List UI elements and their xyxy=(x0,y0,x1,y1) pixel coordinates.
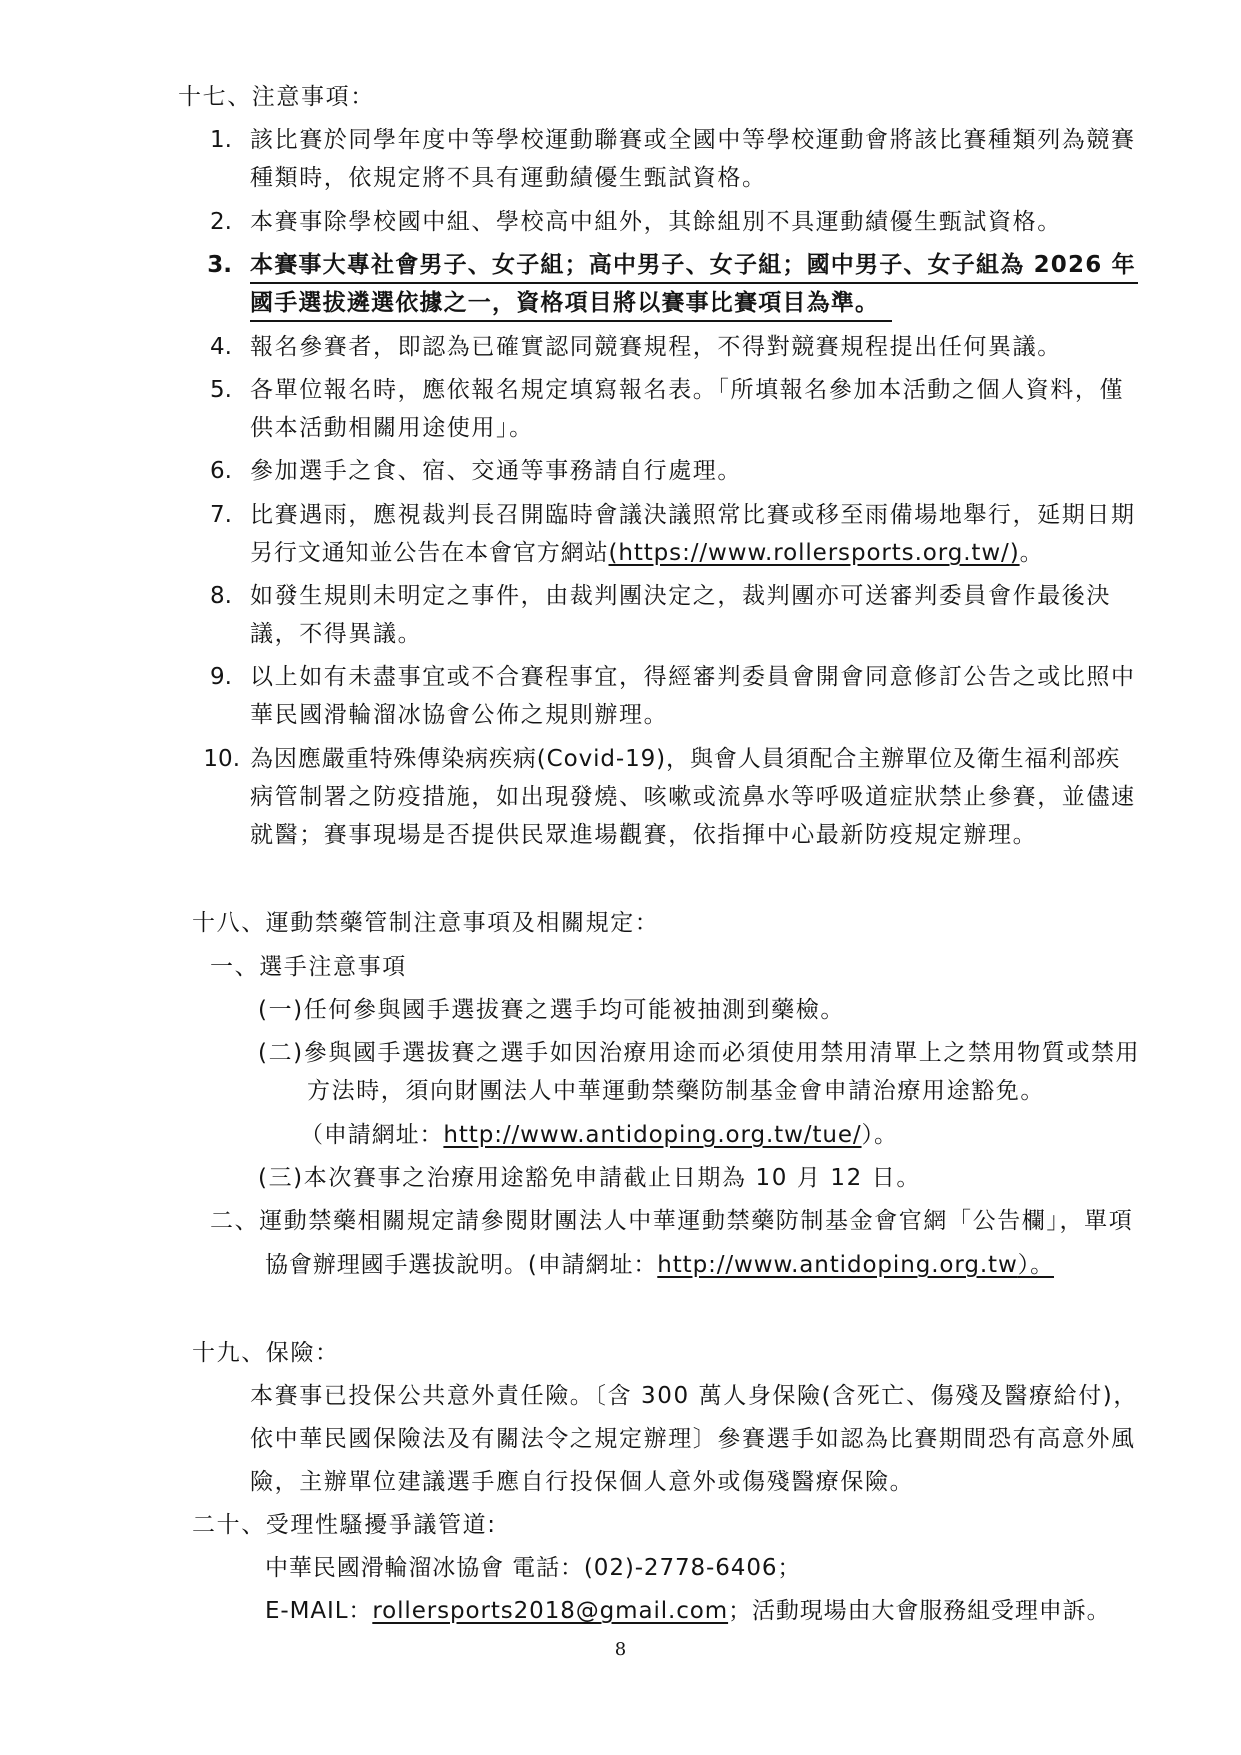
list-item-text: 協會辦理國手選拔說明。(申請網址：http://www.antidoping.org.tw）。 xyxy=(265,1252,1054,1278)
list-item-text: 報名參賽者，即認為已確實認同競賽規程，不得對競賽規程提出任何異議。 xyxy=(250,334,1062,360)
list-item-text: 另行文通知並公告在本會官方網站(https://www.rollersports.org.tw/)。 xyxy=(250,540,1044,566)
paragraph-line: 依中華民國保險法及有關法令之規定辦理〕參賽選手如認為比賽期間恐有高意外風 xyxy=(250,1426,1136,1452)
section-18-heading: 十八、運動禁藥管制注意事項及相關規定： xyxy=(192,910,660,936)
qualification-notice-line: 國手選拔遴選依據之一，資格項目將以賽事比賽項目為準。 xyxy=(250,290,880,316)
list-item-text: 該比賽於同學年度中等學校運動聯賽或全國中等學校運動會將該比賽種類列為競賽 xyxy=(250,127,1136,153)
underline-rule xyxy=(250,320,892,322)
qualification-notice-line: 本賽事大專社會男子、女子組；高中男子、女子組；國中男子、女子組為 2026 年 xyxy=(250,252,1136,278)
list-item-text: 以上如有未盡事宜或不合賽程事宜，得經審判委員會開會同意修訂公告之或比照中 xyxy=(250,664,1136,690)
underline-rule xyxy=(250,282,1138,284)
list-item-text: 另行文通知並公告在本會官方網站 xyxy=(250,540,609,566)
list-item-text: （申請網址：http://www.antidoping.org.tw/tue/）。 xyxy=(300,1122,898,1148)
list-item-text: 方法時，須向財團法人中華運動禁藥防制基金會申請治療用途豁免。 xyxy=(307,1078,1045,1104)
list-number: 2. xyxy=(210,209,232,235)
list-number: 8. xyxy=(210,583,232,609)
list-item-text: 就醫；賽事現場是否提供民眾進場觀賽，依指揮中心最新防疫規定辦理。 xyxy=(250,822,1038,848)
list-item-text: 華民國滑輪溜冰協會公佈之規則辦理。 xyxy=(250,702,669,728)
paragraph-line: 本賽事已投保公共意外責任險。〔含 300 萬人身保險(含死亡、傷殘及醫療給付)， xyxy=(250,1383,1138,1409)
list-item-text: 病管制署之防疫措施，如出現發燒、咳嗽或流鼻水等呼吸道症狀禁止參賽，並儘速 xyxy=(250,784,1136,810)
list-item-text: 為因應嚴重特殊傳染病疾病(Covid-19)，與會人員須配合主辦單位及衛生福利部疾 xyxy=(250,746,1121,772)
email-link[interactable]: rollersports2018@gmail.com xyxy=(372,1598,729,1624)
contact-email-line: E-MAIL：rollersports2018@gmail.com；活動現場由大會服務組受理申訴。 xyxy=(265,1598,1111,1624)
list-number: 6. xyxy=(210,458,232,484)
list-item-text: 二、運動禁藥相關規定請參閱財團法人中華運動禁藥防制基金會官網「公告欄」，單項 xyxy=(210,1208,1134,1234)
list-item-text: 種類時，依規定將不具有運動績優生甄試資格。 xyxy=(250,165,767,191)
list-item-text: (二)參與國手選拔賽之選手如因治療用途而必須使用禁用清單上之禁用物質或禁用 xyxy=(258,1040,1141,1066)
list-item-text: (三)本次賽事之治療用途豁免申請截止日期為 10 月 12 日。 xyxy=(258,1165,921,1191)
list-number: 1. xyxy=(210,127,232,153)
official-website-link[interactable]: (https://www.rollersports.org.tw/) xyxy=(608,540,1020,566)
list-number: 4. xyxy=(210,334,232,360)
section-20-heading: 二十、受理性騷擾爭議管道: xyxy=(192,1512,497,1538)
list-item-text: 參加選手之食、宿、交通等事務請自行處理。 xyxy=(250,458,742,484)
section-19-heading: 十九、保險： xyxy=(192,1340,340,1366)
list-item-text: 比賽遇雨，應視裁判長召開臨時會議決議照常比賽或移至雨備場地舉行，延期日期 xyxy=(250,502,1136,528)
list-item-text: 供本活動相關用途使用」。 xyxy=(250,415,534,441)
page-number: 8 xyxy=(614,1639,627,1660)
antidoping-link[interactable]: http://www.antidoping.org.tw xyxy=(657,1252,1018,1278)
list-number: 10. xyxy=(203,746,240,772)
list-item-text: (一)任何參與國手選拔賽之選手均可能被抽測到藥檢。 xyxy=(258,997,845,1023)
list-item-text: 如發生規則未明定之事件，由裁判團決定之，裁判團亦可送審判委員會作最後決 xyxy=(250,583,1111,609)
contact-phone: 中華民國滑輪溜冰協會 電話：(02)-2778-6406； xyxy=(265,1555,802,1581)
paragraph-line: 險，主辦單位建議選手應自行投保個人意外或傷殘醫療保險。 xyxy=(250,1469,915,1495)
section-17-heading: 十七、注意事項： xyxy=(178,84,375,110)
list-item-text: 議，不得異議。 xyxy=(250,621,423,647)
tue-application-link[interactable]: http://www.antidoping.org.tw/tue/ xyxy=(443,1122,862,1148)
subsection-heading: 一、選手注意事項 xyxy=(210,954,407,980)
list-item-text: 各單位報名時，應依報名規定填寫報名表。「所填報名參加本活動之個人資料，僅 xyxy=(250,377,1125,403)
list-item-text: 本賽事除學校國中組、學校高中組外，其餘組別不具運動績優生甄試資格。 xyxy=(250,209,1062,235)
list-number: 3. xyxy=(207,252,232,278)
list-number: 5. xyxy=(210,377,232,403)
list-number: 9. xyxy=(210,664,232,690)
list-number: 7. xyxy=(210,502,232,528)
